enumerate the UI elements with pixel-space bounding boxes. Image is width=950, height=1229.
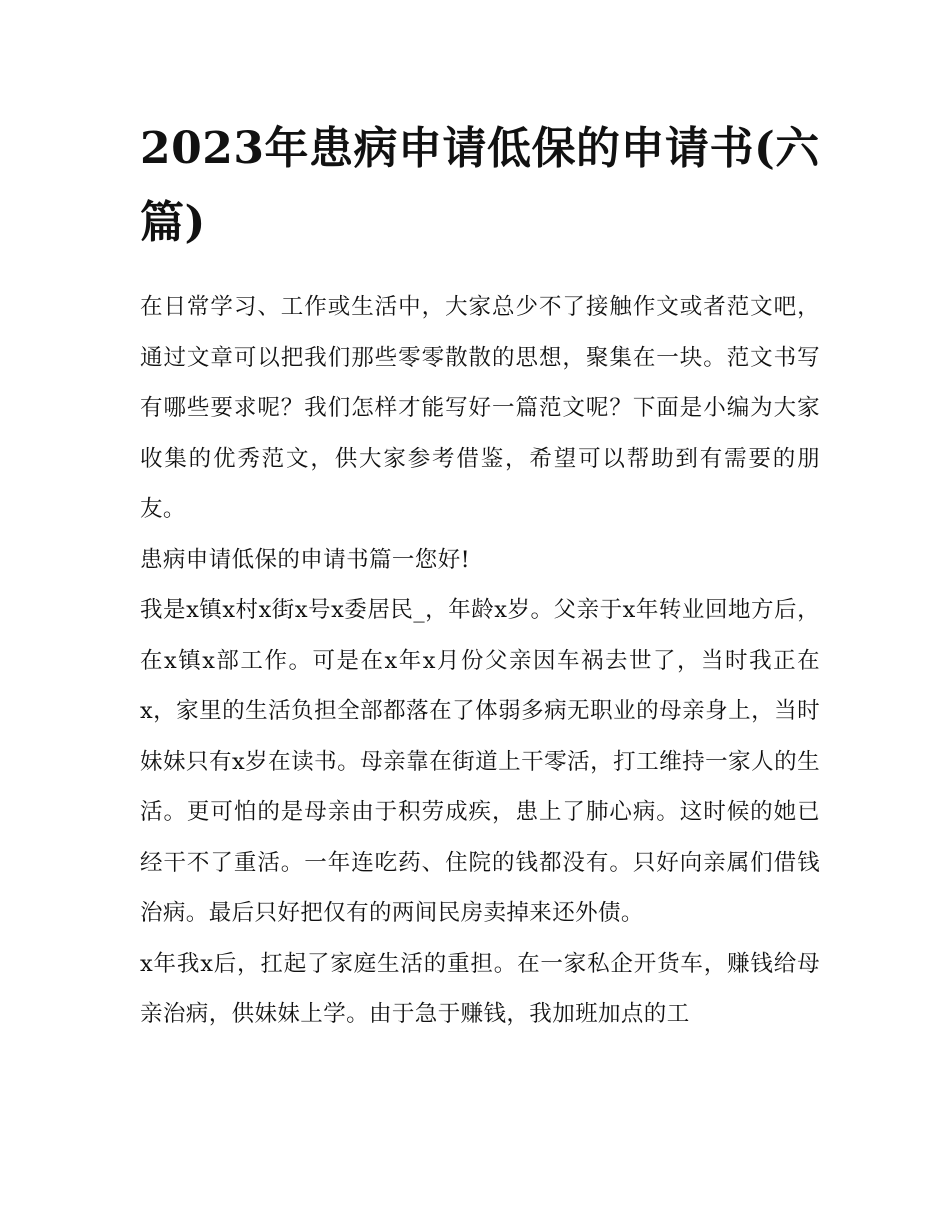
section-heading-paragraph: 患病申请低保的申请书篇一您好!: [140, 546, 471, 573]
body-paragraph: 我是x镇x村x街x号x委居民_，年龄x岁。父亲于x年转业回地方后，在x镇x部工作。可是在x年x月份父亲因车祸去世了，当时我正在x，家里的生活负担全部都落在了体弱多病无职业的母亲身上，当时妹妹只有x岁在读书。母亲靠在街道上干零活，打工维持一家人的生活。更可怕的是母亲由于积劳成疾，患上了肺心病。这时候的她已经干不了重活。一年连吃药、住院的钱都没有。只好向亲属们借钱治病。最后只好把仅有的两间民房卖掉来还外债。: [140, 597, 820, 926]
document-title: 2023年患病申请低保的申请书(六篇): [140, 123, 820, 248]
intro-paragraph: 在日常学习、工作或生活中，大家总少不了接触作文或者范文吧，通过文章可以把我们那些零零散散的思想，聚集在一块。范文书写有哪些要求呢？我们怎样才能写好一篇范文呢？下面是小编为大家收集的优秀范文，供大家参考借鉴，希望可以帮助到有需要的朋友。: [140, 294, 820, 522]
body-paragraph: x年我x后，扛起了家庭生活的重担。在一家私企开货车，赚钱给母亲治病，供妹妹上学。由于急于赚钱，我加班加点的工: [140, 950, 820, 1027]
document-body: [140, 282, 820, 1040]
document-page: [140, 112, 820, 1040]
